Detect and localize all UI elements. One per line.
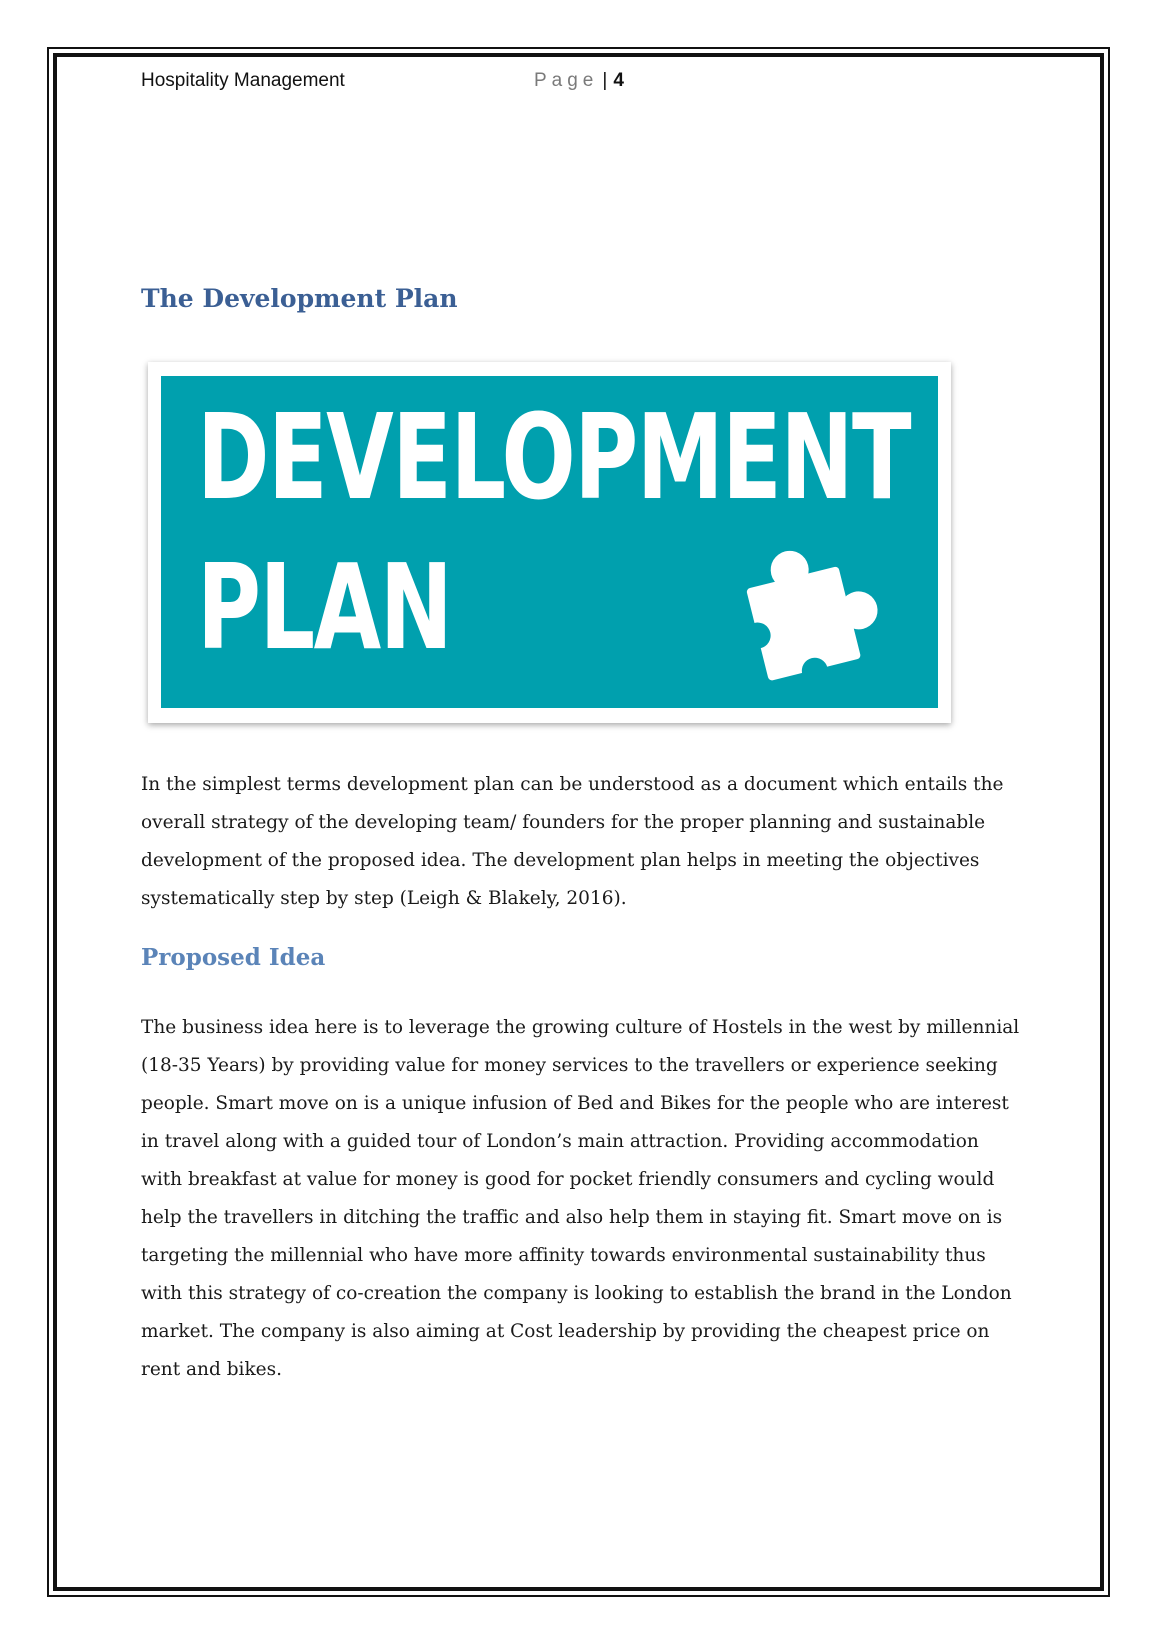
puzzle-piece-icon	[736, 544, 886, 684]
header-title: Hospitality Management	[141, 70, 345, 91]
development-plan-figure	[148, 362, 951, 723]
banner-text-line1: DEVELOPMENT	[197, 388, 911, 526]
section-heading-proposed-idea: Proposed Idea	[141, 944, 326, 971]
development-plan-banner	[161, 376, 938, 708]
page-number: 4	[613, 70, 624, 91]
development-plan-paragraph: In the simplest terms development plan can be understood as a document which entails the overall strategy of the developing team/ founders for the proper planning and sustainable development of the proposed idea. The development plan helps in meeting the objectives systematically step by step (Leigh & Blakely, 2016).	[141, 774, 1004, 909]
banner-text-line2: PLAN	[197, 538, 452, 676]
page-label: Page	[534, 70, 599, 91]
page-separator: |	[602, 70, 608, 91]
header-page-indicator	[534, 70, 624, 92]
proposed-idea-paragraph: The business idea here is to leverage the growing culture of Hostels in the west by millennial (18-35 Years) by providing value for money services to the travellers or experience seeking people. Smart move on is a unique infusion of Bed and Bikes for the people who are interest in travel along with a guided tour of London’s main attraction. Providing accommodation with breakfast at value for money is good for pocket friendly consumers and cycling would help the travellers in ditching the traffic and also help them in staying fit. Smart move on is targeting the millennial who have more affinity towards environmental sustainability thus with this strategy of co-creation the company is looking to establish the brand in the London market. The company is also aiming at Cost leadership by providing the cheapest price on rent and bikes.	[141, 1017, 1020, 1380]
section-heading-development-plan: The Development Plan	[141, 284, 458, 313]
